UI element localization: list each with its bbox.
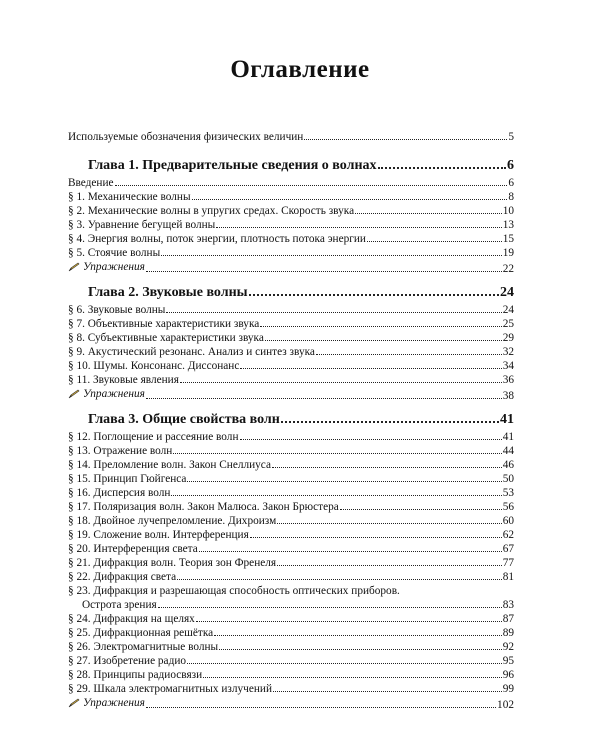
toc-entry-page: 24: [502, 304, 514, 316]
toc-entry-label: § 16. Дисперсия волн: [68, 487, 171, 499]
leader-dots: [340, 500, 502, 510]
toc-entry[interactable]: [68, 303, 514, 317]
exercises-label: Упражнения: [83, 697, 145, 709]
toc-entry[interactable]: [68, 528, 514, 542]
toc-entry-label: § 13. Отражение волн: [68, 445, 173, 457]
toc-entry-label: § 15. Принцип Гюйгенса: [68, 473, 187, 485]
toc-entry-label: § 27. Изобретение радио: [68, 655, 187, 667]
toc-entry-label: § 9. Акустический резонанс. Анализ и синтез звука: [68, 346, 315, 358]
leader-dots: [355, 204, 502, 214]
toc-entry-label: § 7. Объективные характеристики звука: [68, 318, 260, 330]
toc-entry-label: § 17. Поляризация волн. Закон Малюса. Закон Брюстера: [68, 501, 339, 513]
toc-entry-page: 99: [502, 683, 514, 695]
toc-entry[interactable]: [68, 668, 514, 682]
leader-dots: [180, 373, 502, 383]
leader-dots: [187, 654, 502, 664]
toc-entry-label: § 29. Шкала электромагнитных излучений: [68, 683, 272, 695]
toc-entry[interactable]: [68, 682, 514, 696]
leader-dots: [249, 283, 499, 296]
toc-entry[interactable]: [68, 444, 514, 458]
toc-entry-page: 34: [502, 360, 514, 372]
exercises-entry[interactable]: [68, 260, 514, 274]
toc-entry-page: 25: [502, 318, 514, 330]
toc-entry-page: 38: [502, 390, 514, 402]
toc-entry-notation[interactable]: [68, 130, 514, 144]
toc-entry-page: 62: [502, 529, 514, 541]
toc-entry-page: 19: [502, 247, 514, 259]
leader-dots: [203, 668, 502, 678]
toc-entry[interactable]: [68, 612, 514, 626]
page-title: Оглавление: [230, 56, 370, 83]
toc-entry-page: 44: [502, 445, 514, 457]
leader-dots: [187, 472, 501, 482]
toc-entry-page: 56: [502, 501, 514, 513]
leader-dots: [192, 190, 508, 200]
toc-entry-label: [68, 696, 145, 710]
toc-entry-label: Введение: [68, 177, 114, 189]
toc-entry-page: 13: [502, 219, 514, 231]
toc-entry-page: 36: [502, 374, 514, 386]
toc-entry[interactable]: [68, 232, 514, 246]
leader-dots: [166, 303, 501, 313]
toc-entry-page: 8: [508, 191, 514, 203]
leader-dots: [260, 317, 501, 327]
toc-entry-page: 41: [502, 431, 514, 443]
leader-dots: [214, 626, 502, 636]
leader-dots: [146, 389, 502, 399]
leader-dots: [277, 514, 501, 524]
leader-dots: [216, 218, 501, 228]
exercises-label: Упражнения: [83, 388, 145, 400]
toc-entry-label: § 12. Поглощение и рассеяние волн: [68, 431, 239, 443]
toc-entry-page: 96: [502, 669, 514, 681]
leader-dots: [196, 612, 502, 622]
leader-dots: [240, 359, 501, 369]
toc-entry[interactable]: [68, 598, 514, 612]
exercises-entry[interactable]: [68, 696, 514, 710]
leader-dots: [177, 570, 502, 580]
toc-entry-page: 102: [497, 699, 514, 711]
toc-entry-label: [68, 260, 145, 274]
leader-dots: [173, 444, 501, 454]
leader-dots: [272, 458, 502, 468]
toc-entry-page: 5: [508, 131, 514, 143]
toc-entry[interactable]: [68, 640, 514, 654]
toc-entry[interactable]: [68, 570, 514, 584]
toc-entry-label: § 23. Дифракция и разрешающая способность оптических приборов.: [68, 585, 400, 597]
toc-entry-page: 41: [500, 412, 514, 427]
pencil-icon: [68, 389, 80, 399]
toc-entry-label: § 4. Энергия волны, поток энергии, плотность потока энергии: [68, 233, 366, 245]
toc-entry-label: Глава 2. Звуковые волны: [88, 285, 248, 300]
toc-entry-label: Острота зрения: [82, 599, 157, 611]
leader-dots: [281, 410, 499, 423]
toc-entry-label: § 3. Уравнение бегущей волны: [68, 219, 216, 231]
toc-entry-page: 92: [502, 641, 514, 653]
leader-dots: [367, 232, 502, 242]
toc-entry[interactable]: [68, 331, 514, 345]
leader-dots: [146, 262, 502, 272]
toc-entry-label: § 8. Субъективные характеристики звука: [68, 332, 264, 344]
toc-entry-page: 50: [502, 473, 514, 485]
toc-entry[interactable]: [68, 514, 514, 528]
toc-entry[interactable]: [68, 654, 514, 668]
leader-dots: [219, 640, 502, 650]
toc-entry-page: 60: [502, 515, 514, 527]
toc-entry-label: [68, 387, 145, 401]
toc-entry[interactable]: [68, 176, 514, 190]
toc-entry[interactable]: [68, 246, 514, 260]
toc-entry-label: § 14. Преломление волн. Закон Снеллиуса: [68, 459, 271, 471]
toc-entry[interactable]: [68, 345, 514, 359]
chapter-heading[interactable]: [68, 410, 514, 428]
toc-entry-page: 10: [502, 205, 514, 217]
leader-dots: [250, 528, 502, 538]
toc-entry[interactable]: [68, 542, 514, 556]
toc-entry-page: 22: [502, 263, 514, 275]
toc-entry[interactable]: [68, 556, 514, 570]
pencil-icon: [68, 262, 80, 272]
leader-dots: [273, 682, 502, 692]
toc-entry[interactable]: [68, 486, 514, 500]
toc-entry-page: 6: [507, 158, 514, 173]
toc-entry-label: § 2. Механические волны в упругих средах. Скорость звука: [68, 205, 355, 217]
toc-entry-page: 83: [502, 599, 514, 611]
toc-entry[interactable]: [68, 317, 514, 331]
leader-dots: [316, 345, 502, 355]
toc-entry-label: § 25. Дифракционная решётка: [68, 627, 214, 639]
toc-entry[interactable]: [68, 373, 514, 387]
toc-entry[interactable]: [68, 500, 514, 514]
toc-entry-label: Глава 3. Общие свойства волн: [88, 412, 280, 427]
toc-entry-label: § 28. Принципы радиосвязи: [68, 669, 203, 681]
toc-entry-page: 15: [502, 233, 514, 245]
toc-entry-page: 67: [502, 543, 514, 555]
toc-entry-label: § 10. Шумы. Консонанс. Диссонанс: [68, 360, 240, 372]
toc-entry-page: 6: [508, 177, 514, 189]
leader-dots: [304, 130, 507, 140]
toc-entry[interactable]: [68, 204, 514, 218]
leader-dots: [277, 556, 502, 566]
toc-entry-label: § 24. Дифракция на щелях: [68, 613, 195, 625]
leader-dots: [199, 542, 502, 552]
leader-dots: [171, 486, 501, 496]
toc-entry-label: § 21. Дифракция волн. Теория зон Френеля: [68, 557, 277, 569]
toc-entry[interactable]: [68, 218, 514, 232]
pencil-icon: [68, 698, 80, 708]
toc-entry[interactable]: [68, 472, 514, 486]
toc-entry[interactable]: [68, 626, 514, 640]
toc-entry[interactable]: [68, 190, 514, 204]
toc-entry-label: § 26. Электромагнитные волны: [68, 641, 219, 653]
exercises-entry[interactable]: [68, 387, 514, 401]
toc-entry-page: 87: [502, 613, 514, 625]
toc-entry[interactable]: [68, 458, 514, 472]
toc-entry-page: 81: [502, 571, 514, 583]
toc-entry-label: § 11. Звуковые явления: [68, 374, 179, 386]
toc-entry-page: 77: [502, 557, 514, 569]
toc-entry[interactable]: [68, 430, 514, 444]
toc-entry-label: § 22. Дифракция света: [68, 571, 177, 583]
toc-entry[interactable]: [68, 359, 514, 373]
toc-entry-label: § 19. Сложение волн. Интерференция: [68, 529, 249, 541]
toc-entry-page: 89: [502, 627, 514, 639]
toc-entry-label: § 1. Механические волны: [68, 191, 191, 203]
toc-entry-label: Используемые обозначения физических величин: [68, 131, 304, 143]
toc-entry-label: Глава 1. Предварительные сведения о волнах: [88, 158, 377, 173]
toc-entry-page: 95: [502, 655, 514, 667]
toc-entry-page: 32: [502, 346, 514, 358]
toc-entry-label: § 5. Стоячие волны: [68, 247, 161, 259]
toc-entry-page: 53: [502, 487, 514, 499]
leader-dots: [240, 430, 502, 440]
toc-entry-page: 24: [500, 285, 514, 300]
toc-entry-label: § 20. Интерференция света: [68, 543, 198, 555]
toc-entry-page: 46: [502, 459, 514, 471]
exercises-label: Упражнения: [83, 261, 145, 273]
chapter-heading[interactable]: [68, 156, 514, 174]
toc-entry-label: § 6. Звуковые волны: [68, 304, 166, 316]
toc-entry-label: § 18. Двойное лучепреломление. Дихроизм: [68, 515, 277, 527]
leader-dots: [115, 176, 508, 186]
chapter-heading[interactable]: [68, 283, 514, 301]
leader-dots: [378, 156, 506, 169]
leader-dots: [265, 331, 502, 341]
toc-entry-page: 29: [502, 332, 514, 344]
table-of-contents: [68, 130, 514, 710]
leader-dots: [158, 598, 502, 608]
leader-dots: [146, 698, 496, 708]
leader-dots: [161, 246, 502, 256]
